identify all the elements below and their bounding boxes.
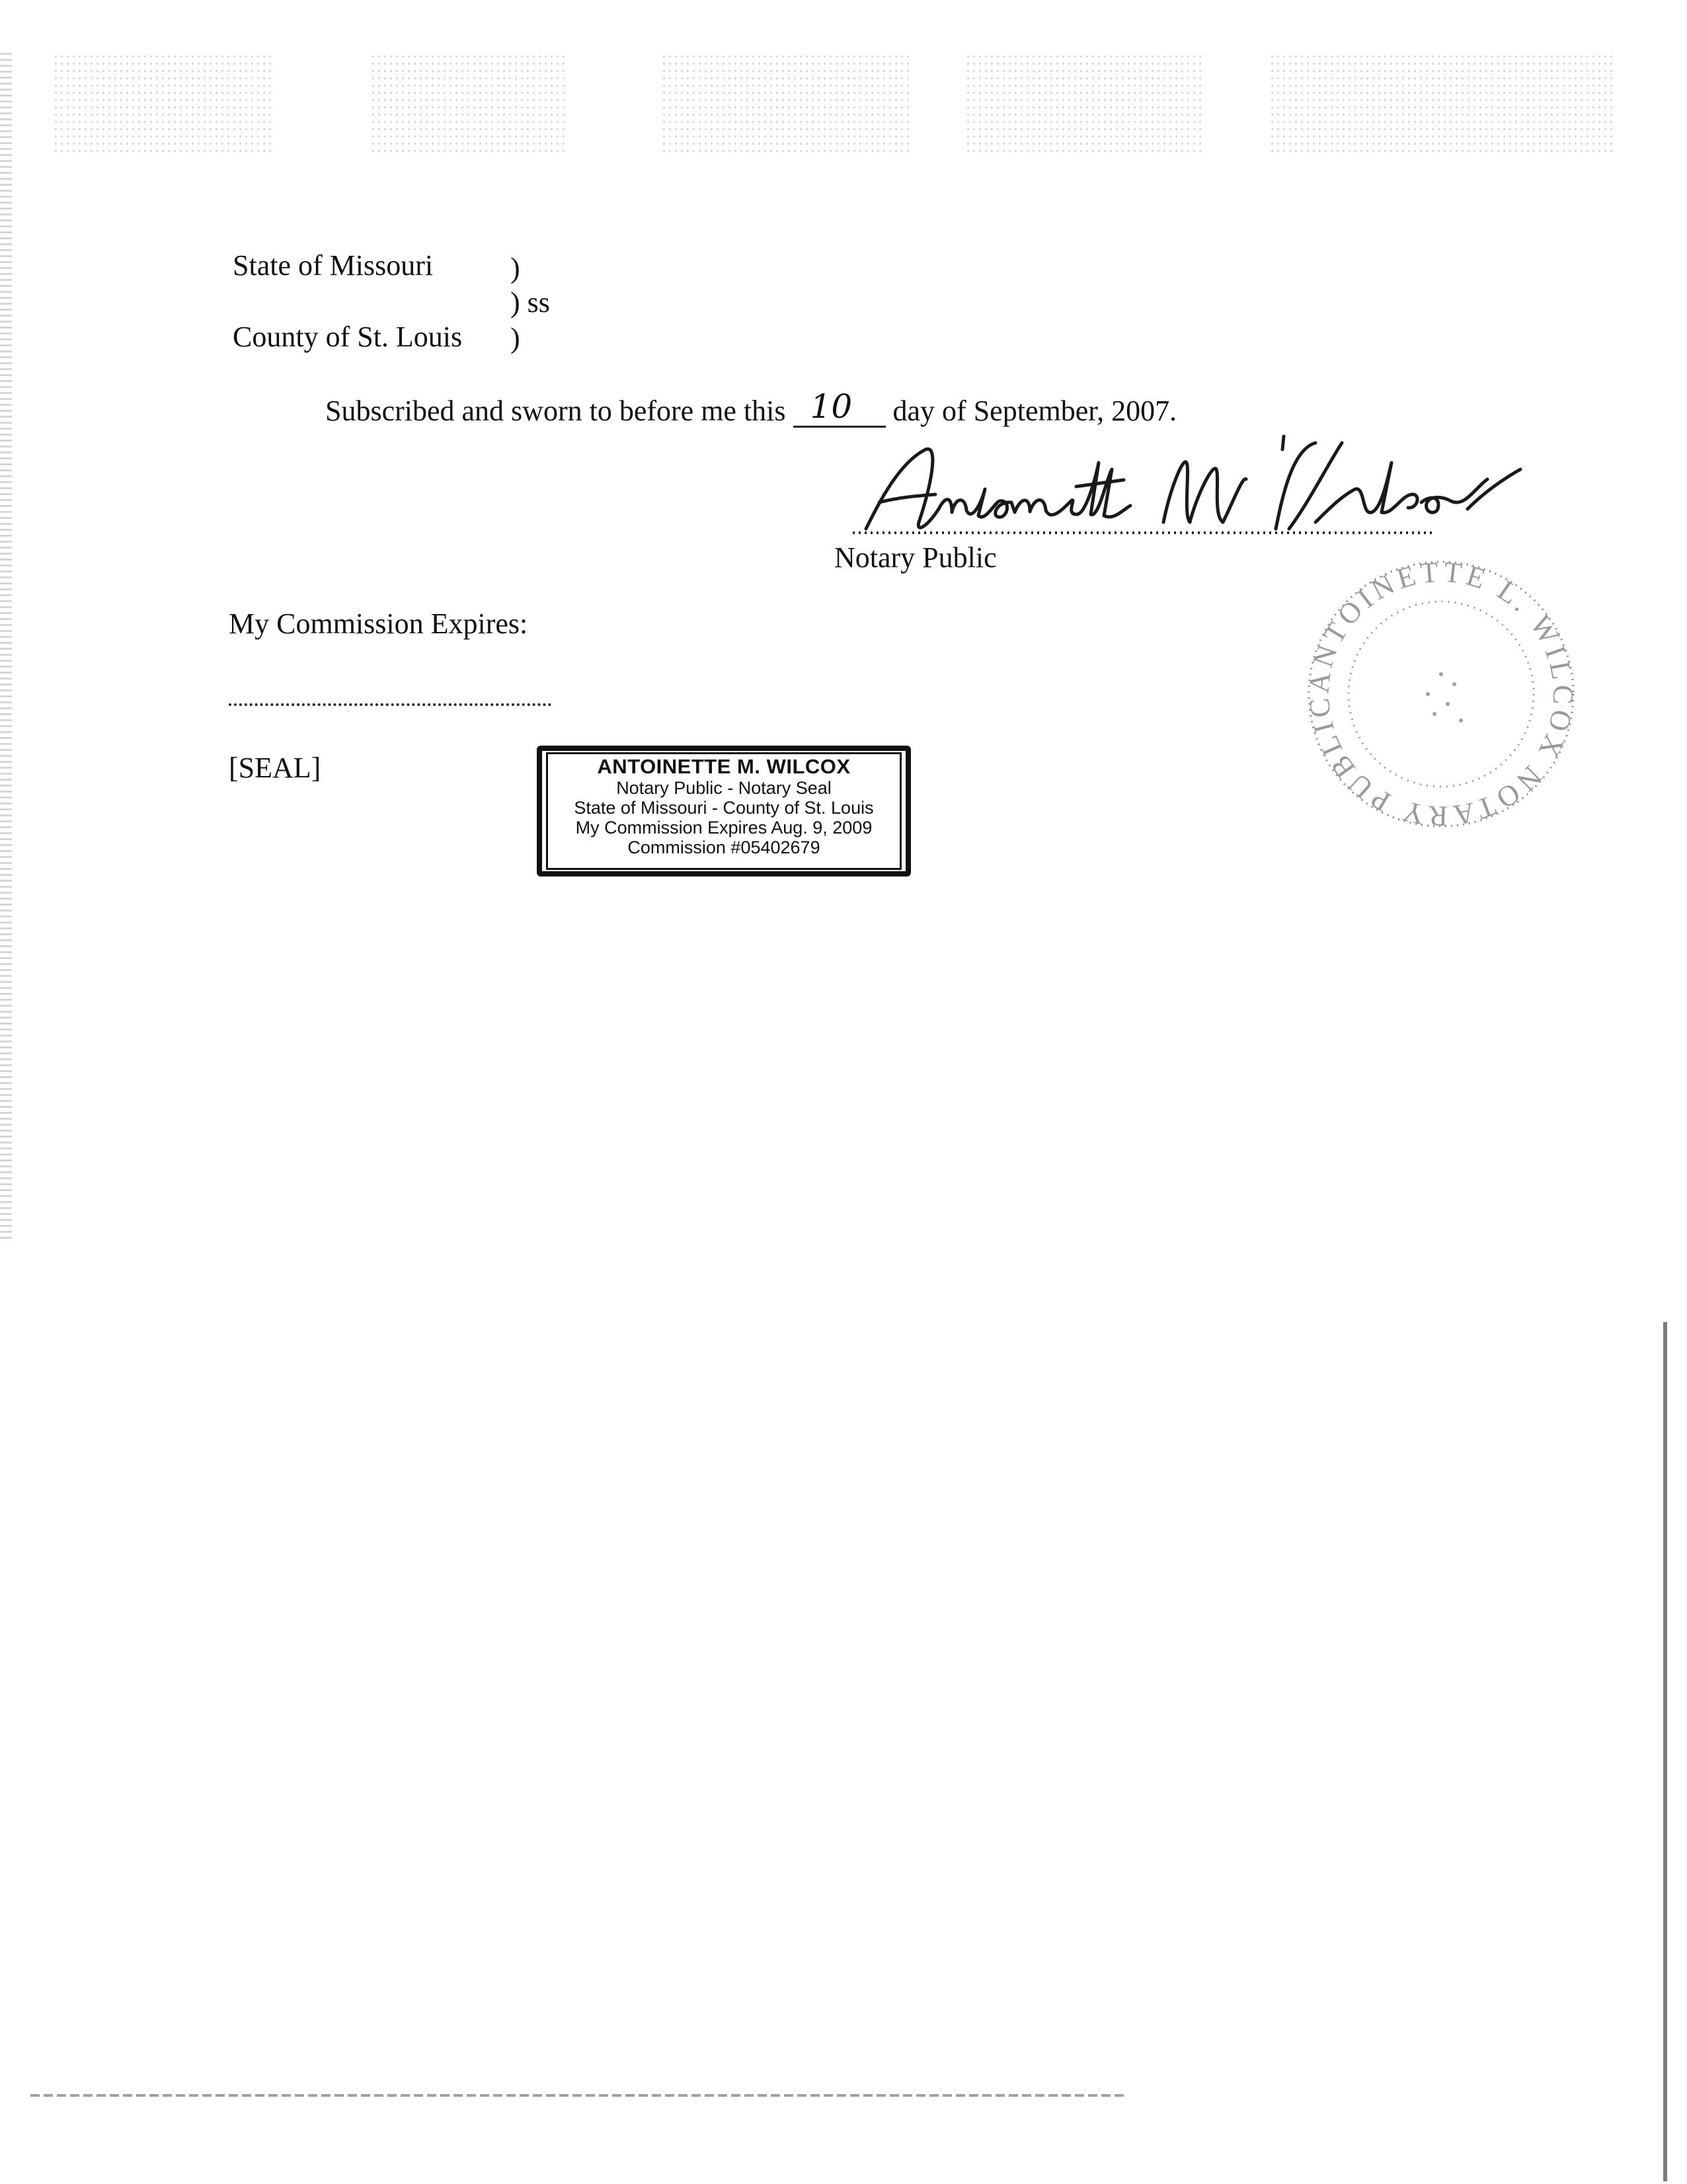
seal-label: [SEAL] (229, 752, 321, 784)
embossed-notary-seal (1289, 542, 1593, 846)
seal-text: ANTOINETTE L. WILCOX NOTARY PUBLIC (1302, 555, 1580, 833)
venue-paren-bottom: ) (510, 322, 520, 354)
stamp-line-3: My Commission Expires Aug. 9, 2009 (575, 818, 873, 838)
jurat-suffix: day of September, 2007. (892, 395, 1177, 427)
notary-stamp (537, 746, 911, 877)
stamp-name: ANTOINETTE M. WILCOX (597, 755, 851, 778)
stamp-line-1: Notary Public - Notary Seal (616, 778, 832, 798)
commission-label: My Commission Expires: (229, 607, 528, 640)
jurat-day: 10 (810, 387, 853, 426)
venue-county: County of St. Louis (233, 321, 463, 353)
scan-noise (965, 53, 1203, 152)
notary-stamp-body (546, 752, 902, 870)
scan-noise (661, 53, 912, 152)
scan-noise (1269, 53, 1613, 152)
svg-text:ANTOINETTE L. WILCOX NOTARY PU (1302, 555, 1579, 832)
commission-date-line (229, 703, 551, 706)
stamp-line-4: Commission #05402679 (627, 838, 820, 857)
scan-edge-right (1663, 1322, 1667, 2181)
venue-ss: ) ss (510, 286, 550, 319)
scan-bottom-line (30, 2094, 1128, 2097)
venue-state: State of Missouri (233, 249, 434, 282)
scan-edge-left (0, 53, 12, 1243)
scan-noise (53, 53, 271, 152)
stamp-line-2: State of Missouri - County of St. Louis (574, 798, 874, 818)
scan-noise (370, 53, 569, 152)
venue-paren-top: ) (510, 252, 520, 284)
jurat-prefix: Subscribed and sworn to before me this (325, 395, 786, 427)
notary-title: Notary Public (834, 541, 997, 574)
